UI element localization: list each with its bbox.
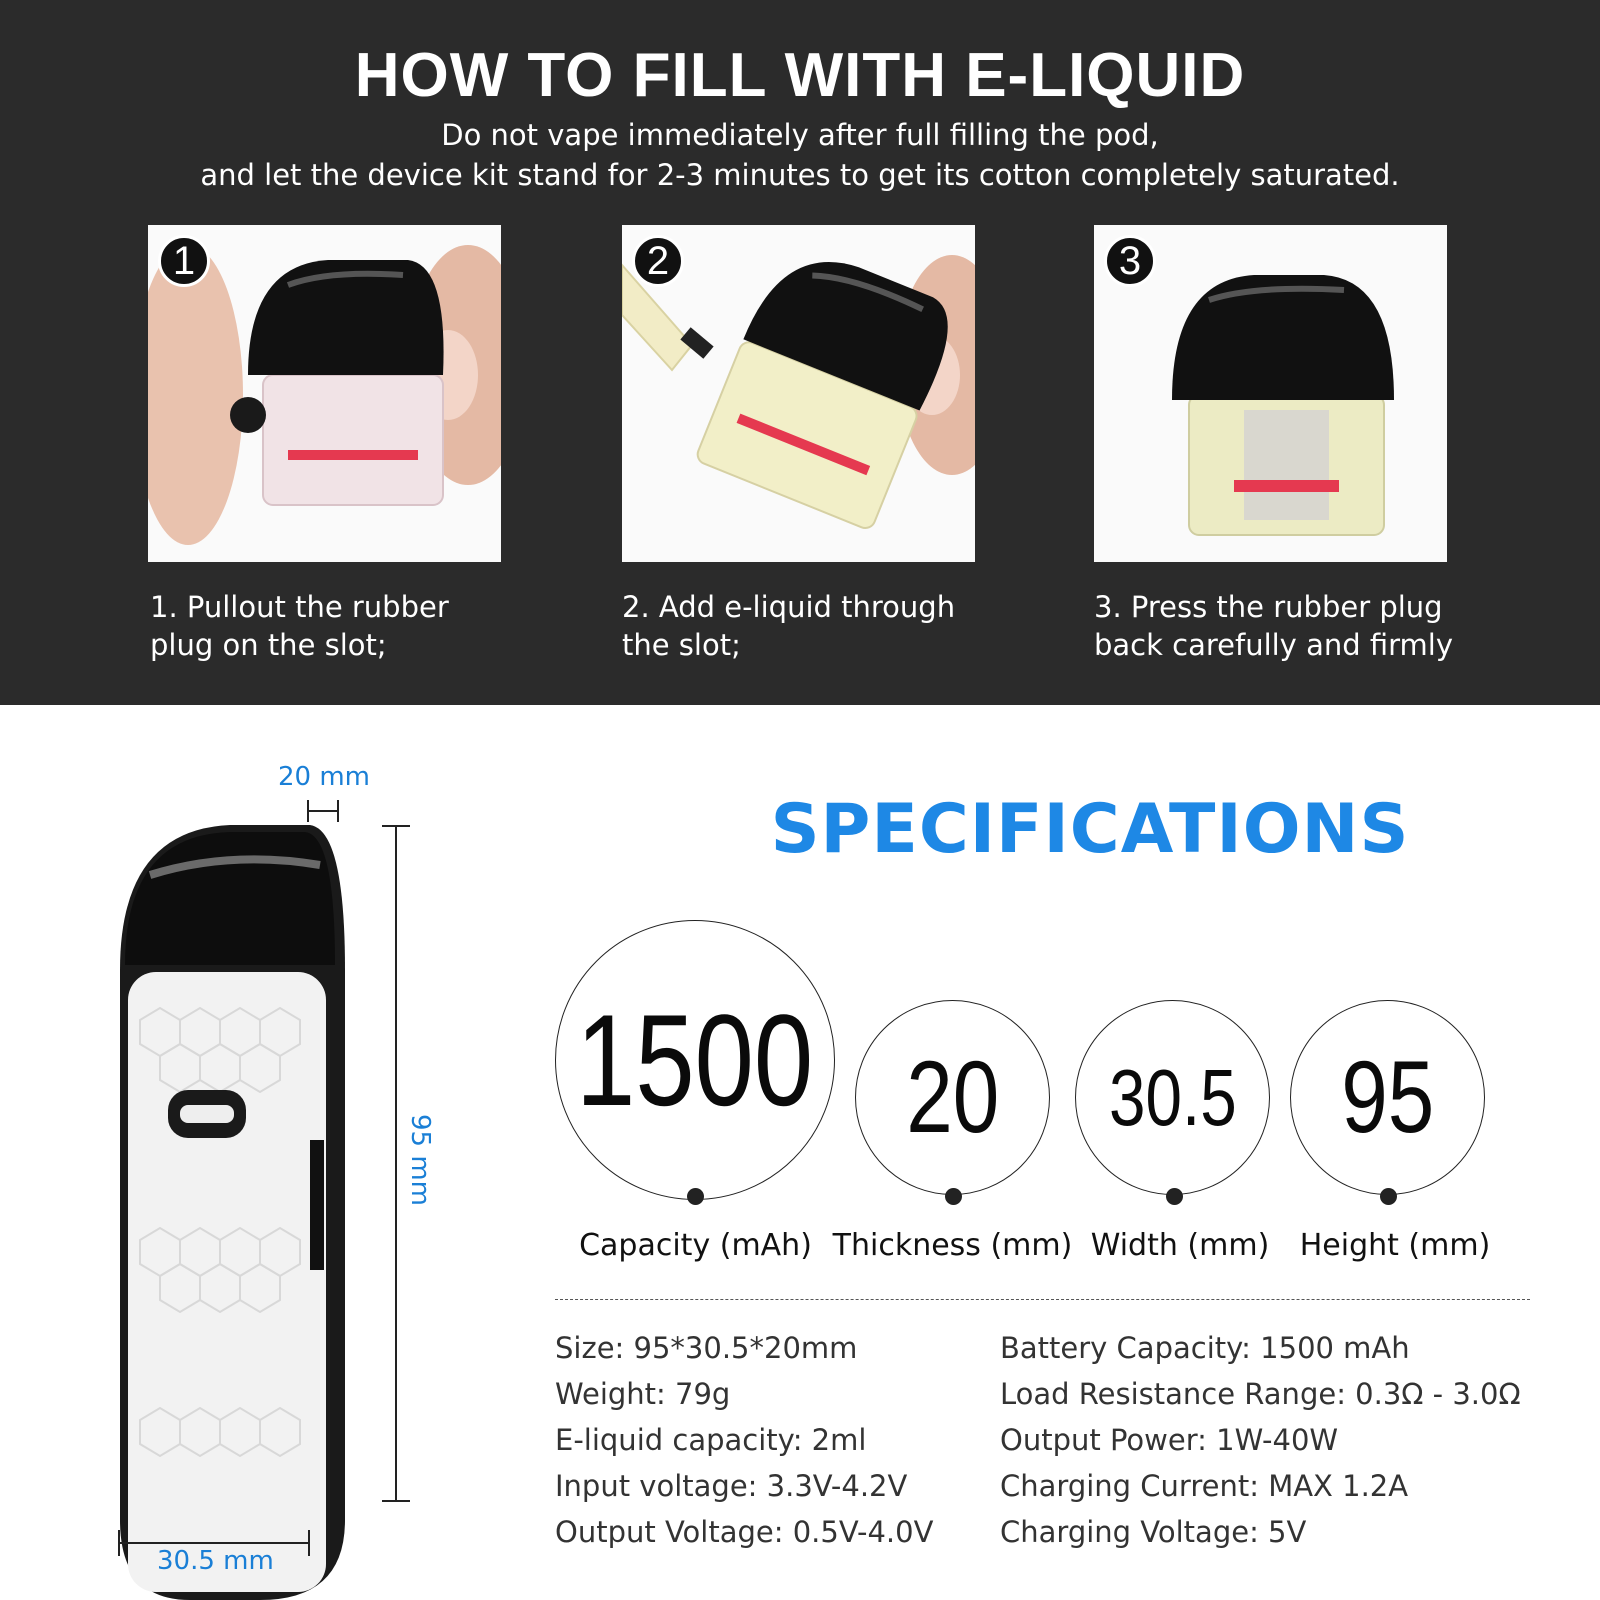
vape-device-illustration [110, 820, 355, 1600]
step-3-caption [1094, 588, 1474, 664]
width-label: Width (mm) [1090, 1228, 1270, 1263]
spec-size: Size: 95*30.5*20mm [555, 1331, 858, 1365]
thickness-dot [945, 1188, 962, 1205]
step-2-caption [622, 588, 1002, 664]
height-value: 95 [1340, 1040, 1435, 1154]
step-1-photo [148, 225, 501, 562]
step-2-number-badge: 2 [632, 235, 684, 287]
height-tick-bottom [382, 1500, 410, 1502]
capacity-dot [687, 1188, 704, 1205]
width-value: 30.5 [1108, 1052, 1237, 1142]
step-3-photo [1094, 225, 1447, 562]
width-tick-right [308, 1530, 310, 1556]
step-1-number-badge: 1 [158, 235, 210, 287]
step-1-caption-line2: plug on the slot; [150, 628, 387, 662]
thickness-value: 20 [905, 1040, 1000, 1154]
capacity-value: 1500 [576, 987, 814, 1133]
width-dot [1166, 1188, 1183, 1205]
step-3-number-badge: 3 [1104, 235, 1156, 287]
thickness-circle [855, 1000, 1050, 1195]
spec-eliquid-capacity: E-liquid capacity: 2ml [555, 1423, 867, 1457]
spec-output-power: Output Power: 1W-40W [1000, 1423, 1339, 1457]
spec-input-voltage: Input voltage: 3.3V-4.2V [555, 1469, 908, 1503]
capacity-circle [555, 920, 835, 1200]
width-dimension-line [118, 1542, 310, 1544]
specifications-title: SPECIFICATIONS [770, 790, 1410, 869]
fill-guide-title: HOW TO FILL WITH E-LIQUID [354, 41, 1246, 110]
spec-output-voltage: Output Voltage: 0.5V-4.0V [555, 1515, 934, 1549]
thickness-dimension-label: 20 mm [278, 762, 371, 792]
height-dimension-line [395, 825, 397, 1502]
fill-guide-subtitle-line2: and let the device kit stand for 2-3 minutes to get its cotton completely saturated. [200, 158, 1400, 192]
spec-charging-current: Charging Current: MAX 1.2A [1000, 1469, 1409, 1503]
step-2-caption-line1: 2. Add e-liquid through [622, 590, 956, 624]
thickness-label: Thickness (mm) [832, 1228, 1073, 1263]
fill-guide-section [0, 0, 1600, 705]
capacity-label: Capacity (mAh) [579, 1228, 812, 1263]
spec-charging-voltage: Charging Voltage: 5V [1000, 1515, 1307, 1549]
height-dimension-label: 95 mm [405, 1113, 436, 1207]
step-3-caption-line1: 3. Press the rubber plug [1094, 590, 1443, 624]
specifications-divider [555, 1299, 1530, 1300]
step-3-caption-line2: back carefully and firmly [1094, 628, 1453, 662]
spec-battery-capacity: Battery Capacity: 1500 mAh [1000, 1331, 1410, 1365]
spec-load-resistance: Load Resistance Range: 0.3Ω - 3.0Ω [1000, 1377, 1521, 1411]
height-circle [1290, 1000, 1485, 1195]
step-1-caption [150, 588, 530, 664]
thickness-dimension-line [307, 810, 339, 812]
spec-weight: Weight: 79g [555, 1377, 731, 1411]
fill-guide-subtitle-line1: Do not vape immediately after full filling the pod, [441, 118, 1159, 152]
width-circle [1075, 1000, 1270, 1195]
width-dimension-label: 30.5 mm [157, 1546, 274, 1576]
step-2-caption-line2: the slot; [622, 628, 741, 662]
step-1-caption-line1: 1. Pullout the rubber [150, 590, 449, 624]
height-label: Height (mm) [1299, 1228, 1491, 1263]
step-2-photo [622, 225, 975, 562]
height-dot [1380, 1188, 1397, 1205]
